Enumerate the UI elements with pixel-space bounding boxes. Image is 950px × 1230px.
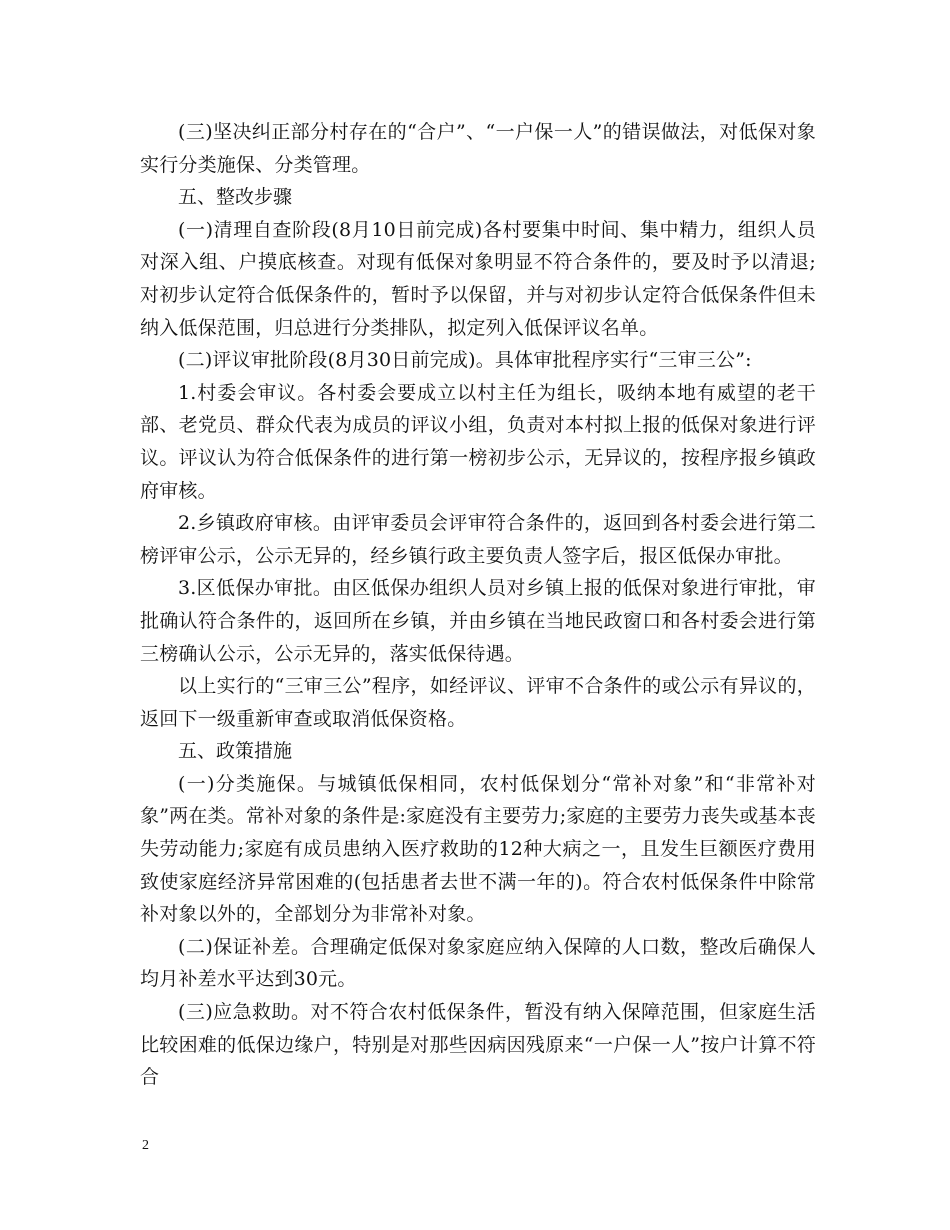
paragraph-three-reviews-summary: 以上实行的“三审三公”程序，如经评议、评审不合条件的或公示有异议的，返回下一级重新审查或取消低保资格。	[140, 675, 816, 730]
paragraph-review-approval-stage: (二)评议审批阶段(8月30日前完成)。具体审批程序实行“三审三公”:	[178, 349, 752, 372]
page-number: 2	[142, 1138, 149, 1153]
heading-rectification-steps: 五、整改步骤	[178, 186, 293, 209]
paragraph-guaranteed-subsidy: (二)保证补差。合理确定低保对象家庭应纳入保障的人口数，整改后确保人均月补差水平达到30元。	[140, 935, 816, 991]
paragraph-correct-practices: (三)坚决纠正部分村存在的“合户”、“一户保一人”的错误做法，对低保对象实行分类施保、分类管理。	[140, 121, 816, 176]
paragraph-self-inspection-stage: (一)清理自查阶段(8月10日前完成)各村要集中时间、集中精力，组织人员对深入组、户摸底核查。对现有低保对象明显不符合条件的，要及时予以清退;对初步认定符合低保条件的，暂时予以保留，并与对初步认定符合低保条件但未纳入低保范围，归总进行分类排队，拟定列入低保评议名单。	[140, 218, 816, 339]
paragraph-district-approval: 3.区低保办审批。由区低保办组织人员对乡镇上报的低保对象进行审批，审批确认符合条件的，返回所在乡镇，并由乡镇在当地民政窗口和各村委会进行第三榜确认公示，公示无异的，落实低保待遇。	[140, 577, 816, 665]
heading-policy-measures: 五、政策措施	[178, 740, 293, 763]
paragraph-village-committee-review: 1.村委会审议。各村委会要成立以村主任为组长，吸纳本地有威望的老干部、老党员、群众代表为成员的评议小组，负责对本村拟上报的低保对象进行评议。评议认为符合低保条件的进行第一榜初步公示，无异议的，按程序报乡镇政府审核。	[140, 381, 816, 502]
paragraph-township-review: 2.乡镇政府审核。由评审委员会评审符合条件的，返回到各村委会进行第二榜评审公示，公示无异的，经乡镇行政主要负责人签字后，报区低保办审批。	[140, 512, 816, 567]
paragraph-classified-assistance: (一)分类施保。与城镇低保相同，农村低保划分“常补对象”和“非常补对象”两在类。常补对象的条件是:家庭没有主要劳力;家庭的主要劳力丧失或基本丧失劳动能力;家庭有成员患纳入医疗救助的12种大病之一，且发生巨额医疗费用致使家庭经济异常困难的(包括患者去世不满一年的)。符合农村低保条件中除常补对象以外的，全部划分为非常补对象。	[140, 772, 816, 926]
document-body	[140, 116, 816, 1094]
paragraph-emergency-relief: (三)应急救助。对不符合农村低保条件，暂没有纳入保障范围，但家庭生活比较困难的低保边缘户，特别是对那些因病因残原来“一户保一人”按户计算不符合	[140, 1001, 816, 1089]
